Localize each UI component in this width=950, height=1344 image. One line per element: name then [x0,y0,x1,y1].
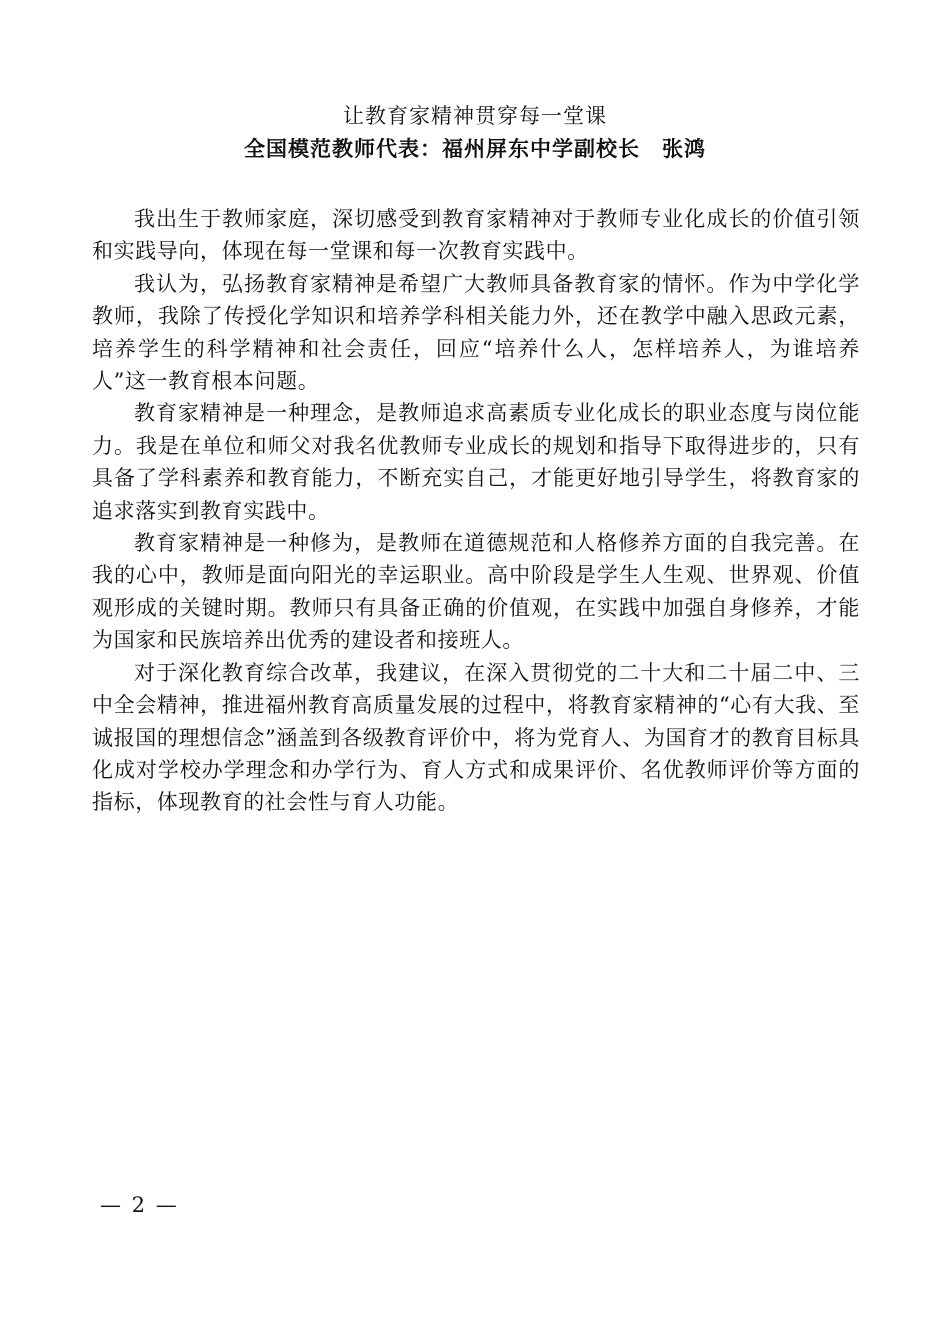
author-role: 全国模范教师代表：福州屏东中学副校长 [244,136,640,161]
paragraph-2: 我认为，弘扬教育家精神是希望广大教师具备教育家的情怀。作为中学化学教师，我除了传授化学知识和培养学科相关能力外，还在教学中融入思政元素，培养学生的科学精神和社会责任，回应“培养什么人，怎样培养人，为谁培养人”这一教育根本问题。 [92,271,860,394]
author-line [0,134,950,164]
page-title: 让教育家精神贯穿每一堂课 [343,104,607,128]
paragraph-3: 教育家精神是一种理念，是教师追求高素质专业化成长的职业态度与岗位能力。我是在单位和师父对我名优教师专业成长的规划和指导下取得进步的，只有具备了学科素养和教育能力，不断充实自己，才能更好地引导学生，将教育家的追求落实到教育实践中。 [92,401,860,523]
article-body [92,203,860,819]
paragraph-1: 我出生于教师家庭，深切感受到教育家精神对于教师专业化成长的价值引领和实践导向，体现在每一堂课和每一次教育实践中。 [92,207,860,264]
page-number: — 2 — [100,1193,179,1217]
paragraph-5: 对于深化教育综合改革，我建议，在深入贯彻党的二十大和二十届二中、三中全会精神，推进福州教育高质量发展的过程中，将教育家精神的“心有大我、至诚报国的理想信念”涵盖到各级教育评价中，将为党育人、为国育才的教育目标具化成对学校办学理念和办学行为、育人方式和成果评价、名优教师评价等方面的指标，体现教育的社会性与育人功能。 [92,660,860,815]
author-name: 张鸿 [662,136,706,161]
paragraph-4: 教育家精神是一种修为，是教师在道德规范和人格修养方面的自我完善。在我的心中，教师是面向阳光的幸运职业。高中阶段是学生人生观、世界观、价值观形成的关键时期。教师只有具备正确的价值观，在实践中加强自身修养，才能为国家和民族培养出优秀的建设者和接班人。 [92,531,860,653]
